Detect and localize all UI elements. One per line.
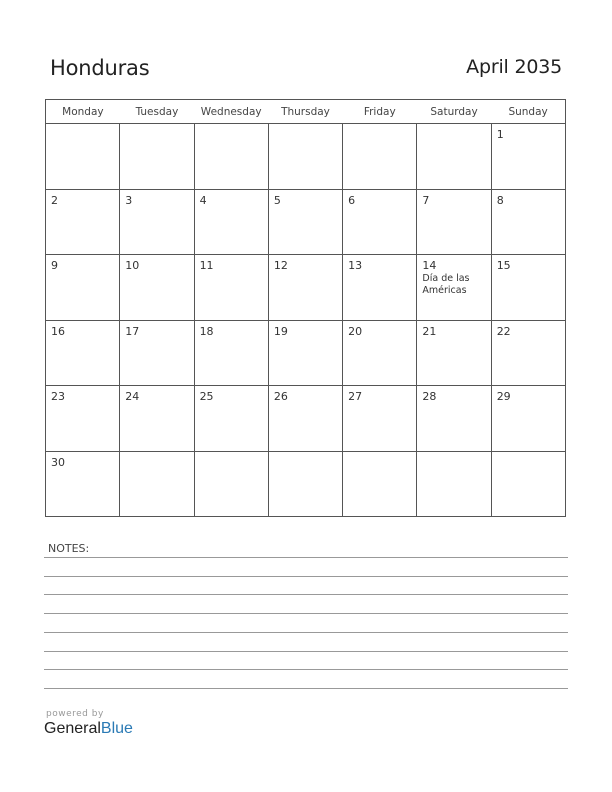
day-number: 20 xyxy=(348,324,363,338)
day-number: 21 xyxy=(422,324,437,338)
calendar-grid xyxy=(45,99,566,517)
day-cell xyxy=(491,386,565,452)
holiday-label: Día de las Américas xyxy=(422,273,470,296)
weekday-header: Tuesday xyxy=(120,100,194,124)
day-number: 29 xyxy=(496,390,511,403)
day-cell xyxy=(491,124,565,190)
weekday-header: Sunday xyxy=(491,100,565,124)
empty-day-cell xyxy=(120,124,194,190)
day-cell xyxy=(194,320,268,386)
week-row xyxy=(46,255,566,321)
day-number: 9 xyxy=(51,259,58,272)
day-number: 27 xyxy=(348,390,363,403)
day-number: 6 xyxy=(348,193,356,207)
week-row xyxy=(46,320,566,386)
day-number: 30 xyxy=(51,455,65,469)
note-line xyxy=(44,613,568,614)
day-number: 7 xyxy=(422,193,430,207)
day-number: 11 xyxy=(199,259,214,272)
day-number: 26 xyxy=(273,390,288,403)
day-cell xyxy=(268,386,342,452)
empty-day-cell xyxy=(120,451,194,517)
day-number: 5 xyxy=(273,193,281,207)
empty-day-cell xyxy=(491,451,565,517)
day-cell xyxy=(417,320,491,386)
note-line xyxy=(44,688,568,689)
day-cell xyxy=(46,189,120,255)
empty-day-cell xyxy=(46,124,120,190)
day-number: 28 xyxy=(422,390,437,403)
day-cell xyxy=(46,320,120,386)
day-cell xyxy=(46,451,120,517)
day-number: 24 xyxy=(125,390,140,403)
note-line xyxy=(44,594,568,595)
day-cell xyxy=(343,386,417,452)
day-cell xyxy=(268,189,342,255)
notes-label: NOTES: xyxy=(48,542,90,555)
day-cell xyxy=(417,386,491,452)
day-cell xyxy=(46,255,120,321)
week-row xyxy=(46,451,566,517)
day-number: 17 xyxy=(125,324,140,338)
day-number: 4 xyxy=(199,193,207,207)
powered-by-text: powered by xyxy=(46,709,104,719)
day-cell xyxy=(343,189,417,255)
note-line xyxy=(44,632,568,633)
day-number: 14 xyxy=(422,259,437,272)
day-cell xyxy=(268,255,342,321)
weekday-header: Wednesday xyxy=(194,100,268,124)
empty-day-cell xyxy=(194,451,268,517)
empty-day-cell xyxy=(417,451,491,517)
note-line xyxy=(44,557,568,558)
empty-day-cell xyxy=(417,124,491,190)
day-cell xyxy=(194,255,268,321)
weekday-header-row xyxy=(46,100,566,124)
day-number: 25 xyxy=(199,390,214,403)
weekday-header: Saturday xyxy=(417,100,491,124)
day-number: 12 xyxy=(273,259,288,272)
day-cell xyxy=(417,189,491,255)
day-cell xyxy=(120,255,194,321)
weekday-header: Thursday xyxy=(268,100,342,124)
note-line xyxy=(44,576,568,577)
day-cell xyxy=(491,189,565,255)
empty-day-cell xyxy=(268,451,342,517)
day-cell xyxy=(120,320,194,386)
day-cell xyxy=(194,386,268,452)
day-cell xyxy=(343,255,417,321)
day-cell xyxy=(268,320,342,386)
weekday-header: Friday xyxy=(343,100,417,124)
day-cell xyxy=(491,255,565,321)
day-number: 15 xyxy=(496,259,511,272)
day-number: 19 xyxy=(273,324,288,338)
day-number: 2 xyxy=(51,193,58,207)
day-cell xyxy=(491,320,565,386)
week-row xyxy=(46,189,566,255)
day-cell xyxy=(120,386,194,452)
empty-day-cell xyxy=(343,124,417,190)
day-number: 18 xyxy=(199,324,214,338)
day-number: 22 xyxy=(496,324,511,338)
empty-day-cell xyxy=(194,124,268,190)
day-number: 8 xyxy=(496,193,504,207)
note-line xyxy=(44,651,568,652)
day-number: 1 xyxy=(496,128,504,141)
day-cell xyxy=(417,255,491,321)
day-number: 10 xyxy=(125,259,140,272)
note-line xyxy=(44,669,568,670)
day-number: 13 xyxy=(348,259,363,272)
month-title: April 2035 xyxy=(466,56,562,78)
country-title: Honduras xyxy=(50,56,150,80)
week-row xyxy=(46,124,566,190)
brand-general: General xyxy=(44,720,101,737)
day-number: 3 xyxy=(125,193,133,207)
day-number: 16 xyxy=(51,324,65,338)
day-cell xyxy=(194,189,268,255)
generalblue-logo[interactable] xyxy=(44,720,133,738)
week-row xyxy=(46,386,566,452)
day-number: 23 xyxy=(51,390,65,403)
empty-day-cell xyxy=(343,451,417,517)
empty-day-cell xyxy=(268,124,342,190)
day-cell xyxy=(120,189,194,255)
day-cell xyxy=(343,320,417,386)
day-cell xyxy=(46,386,120,452)
brand-blue: Blue xyxy=(100,720,133,737)
weekday-header: Monday xyxy=(46,100,120,124)
